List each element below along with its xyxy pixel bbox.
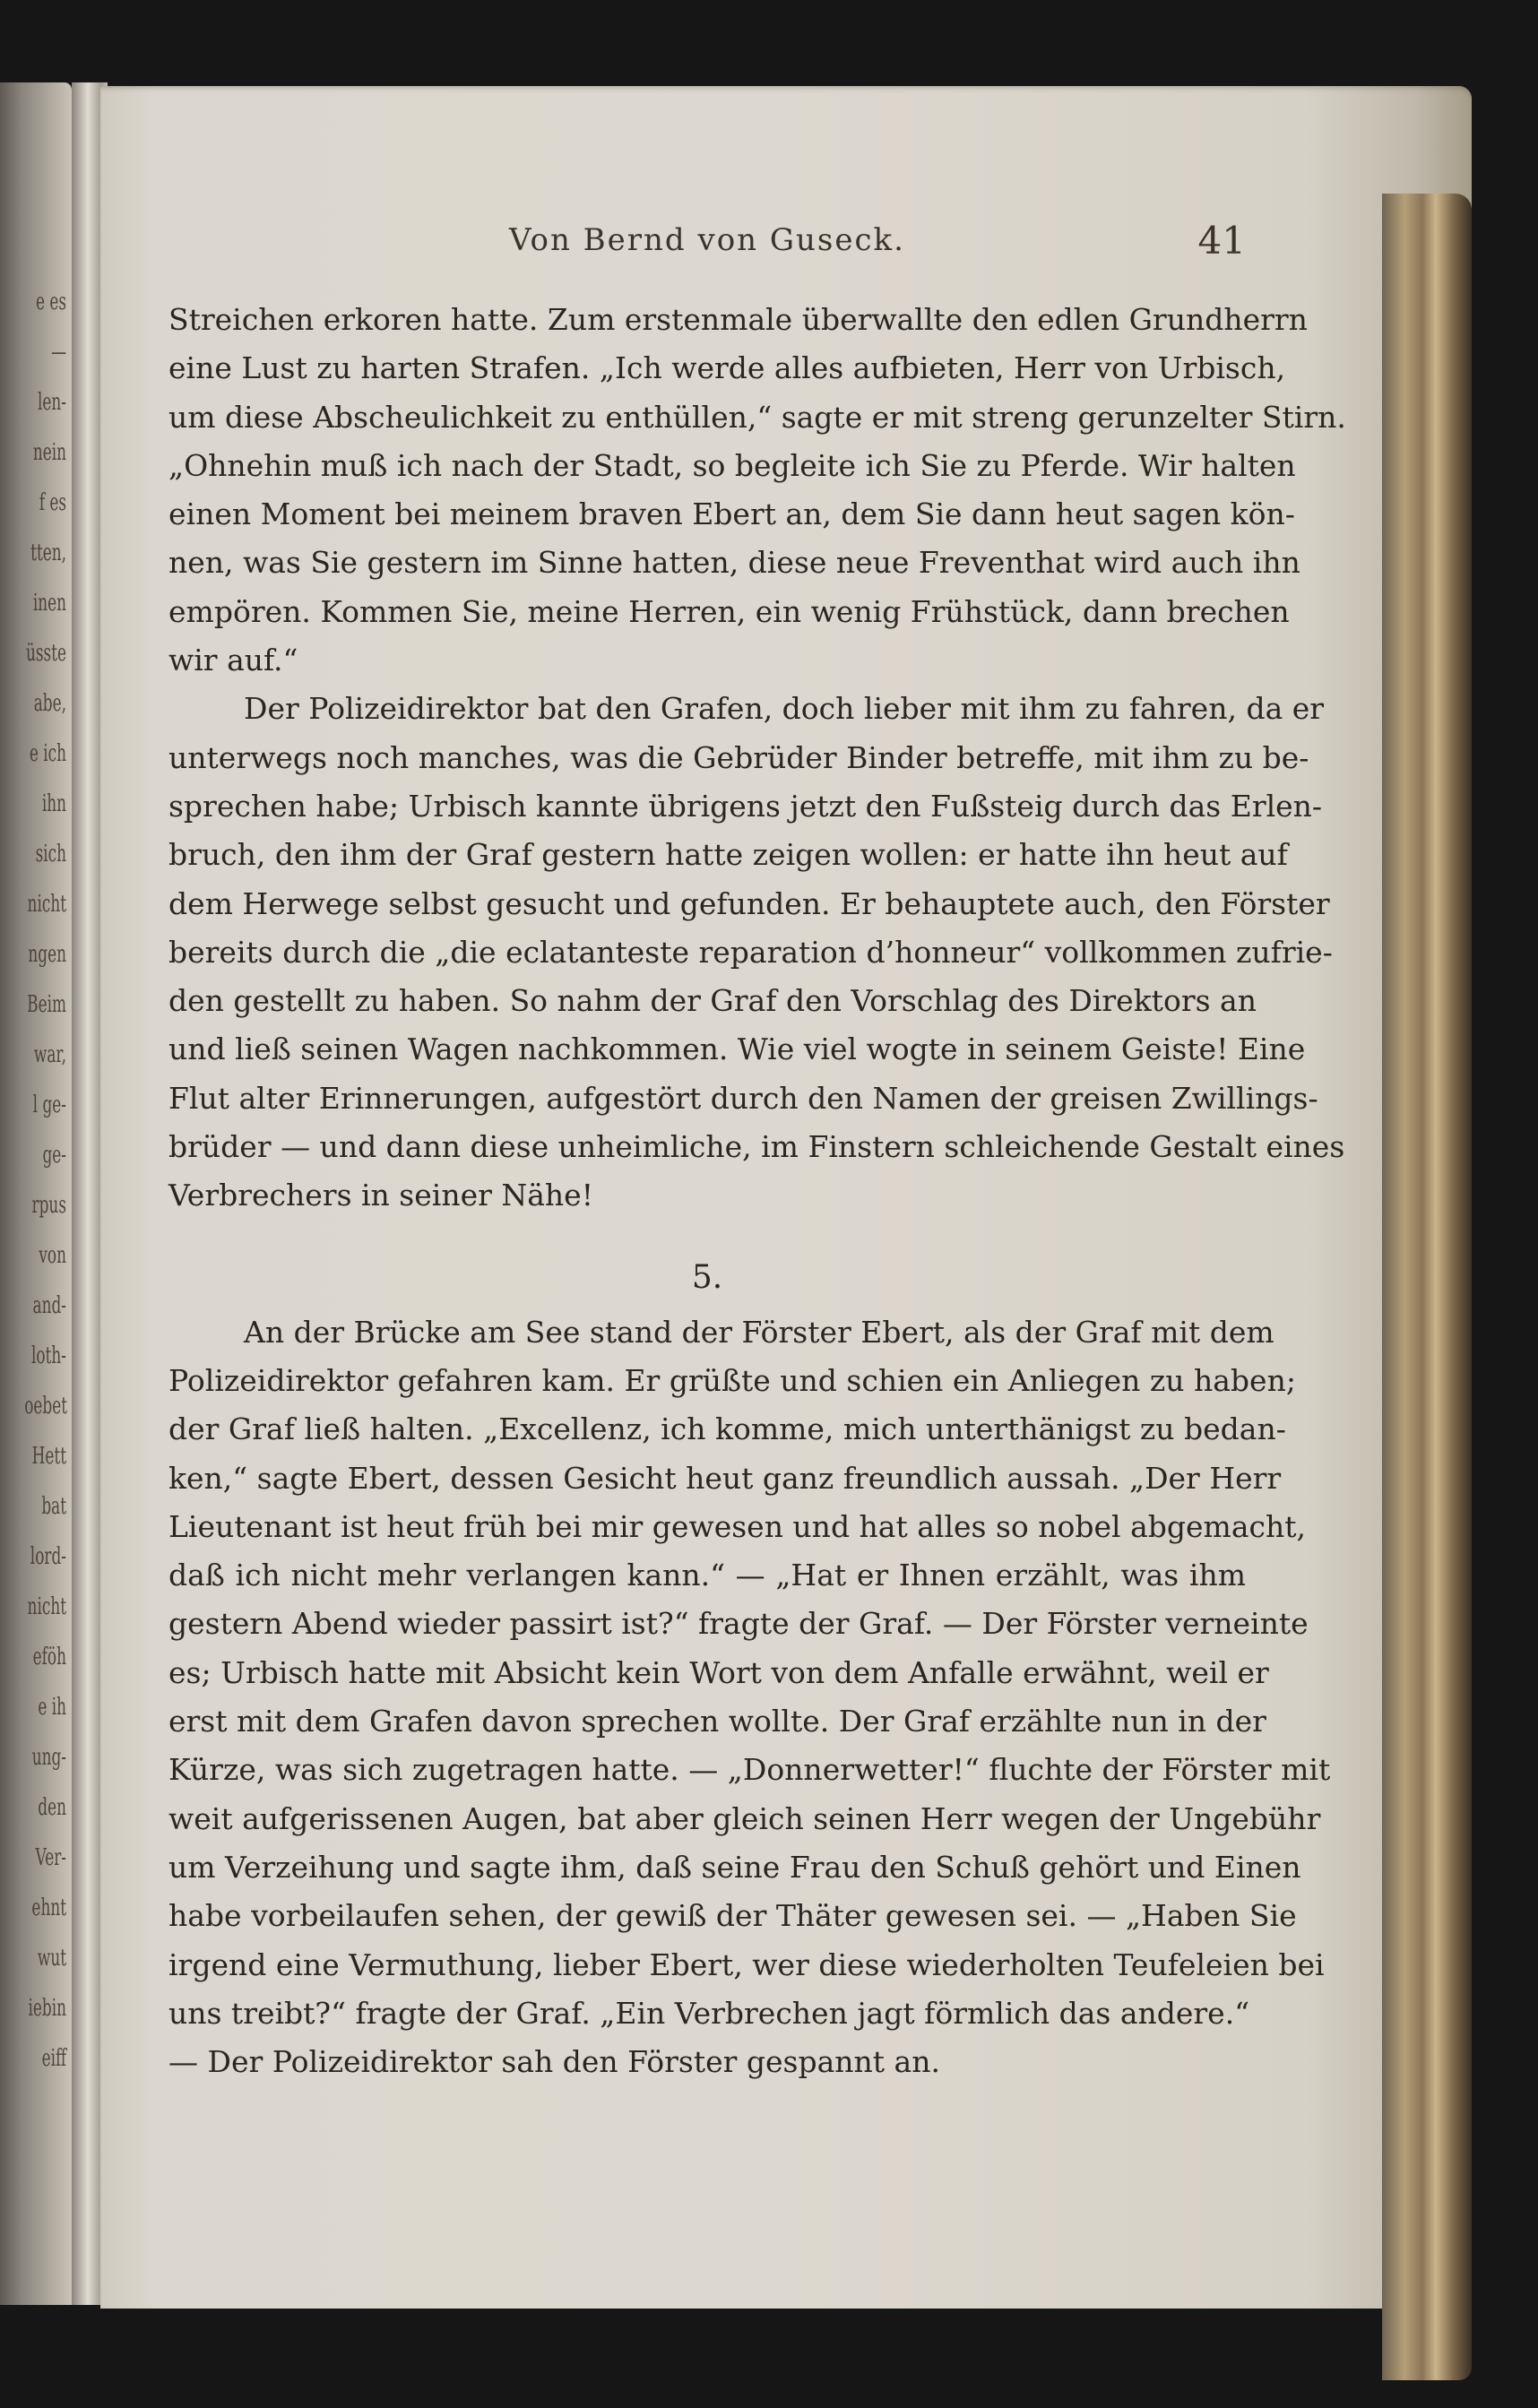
- text-line: uns treibt?“ fragte der Graf. „Ein Verbrechen jagt förmlich das andere.“: [168, 1995, 1250, 2031]
- text-line: Der Polizeidirektor bat den Grafen, doch lieber mit ihm zu fahren, da er: [244, 691, 1325, 727]
- text-line: bereits durch die „die eclatanteste reparation d’honneur“ vollkommen zufrie-: [168, 934, 1333, 970]
- text-line: Flut alter Erinnerungen, aufgestört durch den Namen der greisen Zwillings-: [168, 1080, 1318, 1116]
- facing-page-fragment: abe,: [33, 690, 66, 717]
- facing-page-fragment: Ver-: [35, 1844, 66, 1871]
- facing-page-fragment: bat: [41, 1493, 66, 1520]
- facing-page-fragment: l ge-: [32, 1092, 66, 1118]
- text-line: der Graf ließ halten. „Excellenz, ich komme, mich unterthänigst zu bedan-: [168, 1411, 1286, 1447]
- facing-page-fragment: nicht: [27, 891, 66, 918]
- facing-page-fragment: wut: [37, 1945, 66, 1972]
- facing-page-fragment: ung-: [31, 1744, 66, 1771]
- facing-page-fragment: oebet: [24, 1393, 67, 1420]
- facing-page-fragment: e ich: [29, 740, 66, 767]
- facing-page-fragment: eiff: [41, 2045, 66, 2072]
- text-line: um diese Abscheulichkeit zu enthüllen,“ sagte er mit streng gerunzelter Stirn.: [168, 399, 1346, 435]
- facing-page-fragment: üsste: [25, 640, 66, 667]
- text-line: Lieutenant ist heut früh bei mir gewesen und hat alles so nobel abgemacht,: [168, 1508, 1306, 1544]
- running-title: Von Bernd von Guseck.: [509, 222, 905, 258]
- facing-page-fragment: f es: [39, 489, 66, 516]
- text-line: — Der Polizeidirektor sah den Förster gespannt an.: [168, 2044, 940, 2080]
- facing-page-fragment: ngen: [28, 941, 67, 968]
- text-line: weit aufgerissenen Augen, bat aber gleich seinen Herr wegen der Ungebühr: [168, 1800, 1321, 1836]
- facing-page-fragment: inen: [32, 590, 66, 617]
- text-line: An der Brücke am See stand der Förster Ebert, als der Graf mit dem: [244, 1314, 1274, 1350]
- text-line: Verbrechers in seiner Nähe!: [168, 1178, 593, 1213]
- text-line: und ließ seinen Wagen nachkommen. Wie viel wogte in seinem Geiste! Eine: [168, 1031, 1306, 1067]
- text-line: dem Herwege selbst gesucht und gefunden. Er behauptete auch, den Förster: [168, 885, 1330, 921]
- text-line: gestern Abend wieder passirt ist?“ fragte der Graf. — Der Förster verneinte: [168, 1606, 1309, 1642]
- facing-page-fragment: ge-: [42, 1142, 66, 1169]
- facing-page-fragment: tten,: [30, 539, 66, 566]
- text-line: bruch, den ihm der Graf gestern hatte zeigen wollen: er hatte ihn heut auf: [168, 837, 1288, 873]
- text-line: einen Moment bei meinem braven Ebert an, dem Sie dann heut sagen kön-: [168, 496, 1295, 532]
- facing-page-fragment: rpus: [31, 1192, 66, 1219]
- facing-page-fragment: lord-: [30, 1543, 66, 1570]
- page-header: [168, 219, 1246, 276]
- facing-page-fragment: and-: [32, 1292, 66, 1319]
- facing-page-fragment: nicht: [27, 1593, 66, 1620]
- page-block-edge: [1382, 194, 1472, 2380]
- paragraph-2: [168, 685, 1345, 1220]
- facing-page-fragment: war,: [33, 1041, 66, 1068]
- facing-page-fragment: von: [39, 1242, 66, 1269]
- facing-page-fragment: sich: [35, 841, 66, 867]
- text-line: ken,“ sagte Ebert, dessen Gesicht heut ganz freundlich aussah. „Der Herr: [168, 1460, 1282, 1496]
- facing-page-fragment: len-: [37, 389, 66, 416]
- text-line: habe vorbeilaufen sehen, der gewiß der Thäter gewesen sei. — „Haben Sie: [168, 1898, 1297, 1934]
- text-line: sprechen habe; Urbisch kannte übrigens jetzt den Fußsteig durch das Erlen-: [168, 788, 1323, 824]
- text-line: daß ich nicht mehr verlangen kann.“ — „Hat er Ihnen erzählt, was ihm: [168, 1558, 1246, 1593]
- facing-page-fragment: e es: [35, 289, 66, 315]
- facing-page-edge: [0, 82, 72, 2305]
- text-line: Polizeidirektor gefahren kam. Er grüßte und schien ein Anliegen zu haben;: [168, 1362, 1296, 1398]
- text-line: „Ohnehin muß ich nach der Stadt, so begleite ich Sie zu Pferde. Wir halten: [168, 447, 1296, 483]
- text-line: Kürze, was sich zugetragen hatte. — „Donnerwetter!“ fluchte der Förster mit: [168, 1752, 1331, 1788]
- facing-page-fragment: iebin: [28, 1995, 66, 2022]
- facing-page-fragment: den: [38, 1794, 66, 1821]
- text-line: es; Urbisch hatte mit Absicht kein Wort von dem Anfalle erwähnt, weil er: [168, 1654, 1269, 1690]
- facing-page-fragment: loth-: [31, 1342, 66, 1369]
- text-line: brüder — und dann diese unheimliche, im Finstern schleichende Gestalt eines: [168, 1129, 1345, 1165]
- section-paragraph: [168, 1308, 1331, 2087]
- body-text: [168, 296, 1346, 2086]
- facing-page-fragment: ehnt: [31, 1894, 66, 1921]
- paragraph-1: [168, 296, 1346, 685]
- text-line: unterwegs noch manches, was die Gebrüder Binder betreffe, mit ihm zu be-: [168, 739, 1309, 775]
- text-line: nen, was Sie gestern im Sinne hatten, diese neue Freventhat wird auch ihn: [168, 545, 1300, 581]
- text-line: den gestellt zu haben. So nahm der Graf den Vorschlag des Direktors an: [168, 983, 1257, 1019]
- text-line: um Verzeihung und sagte ihm, daß seine Frau den Schuß gehört und Einen: [168, 1849, 1301, 1885]
- text-line: eine Lust zu harten Strafen. „Ich werde alles aufbieten, Herr von Urbisch,: [168, 350, 1286, 386]
- facing-page-fragment: Hett: [31, 1443, 66, 1470]
- text-line: Streichen erkoren hatte. Zum erstenmale überwallte den edlen Grundherrn: [168, 302, 1308, 337]
- facing-page-fragment: eföh: [32, 1644, 66, 1670]
- facing-page-fragment: Beim: [27, 991, 66, 1018]
- facing-page-fragment: nein: [32, 439, 66, 466]
- facing-page-fragment: ihn: [41, 790, 66, 817]
- facing-page-fragment: e ih: [38, 1694, 66, 1721]
- page-number: 41: [1197, 219, 1246, 263]
- section-number: 5.: [691, 1258, 723, 1296]
- text-line: irgend eine Vermuthung, lieber Ebert, wer diese wiederholten Teufeleien bei: [168, 1946, 1325, 1982]
- text-line: erst mit dem Grafen davon sprechen wollte. Der Graf erzählte nun in der: [168, 1704, 1266, 1739]
- facing-page-fragment: —: [51, 339, 66, 366]
- text-line: empören. Kommen Sie, meine Herren, ein wenig Frühstück, dann brechen: [168, 593, 1290, 629]
- text-line: wir auf.“: [168, 643, 298, 678]
